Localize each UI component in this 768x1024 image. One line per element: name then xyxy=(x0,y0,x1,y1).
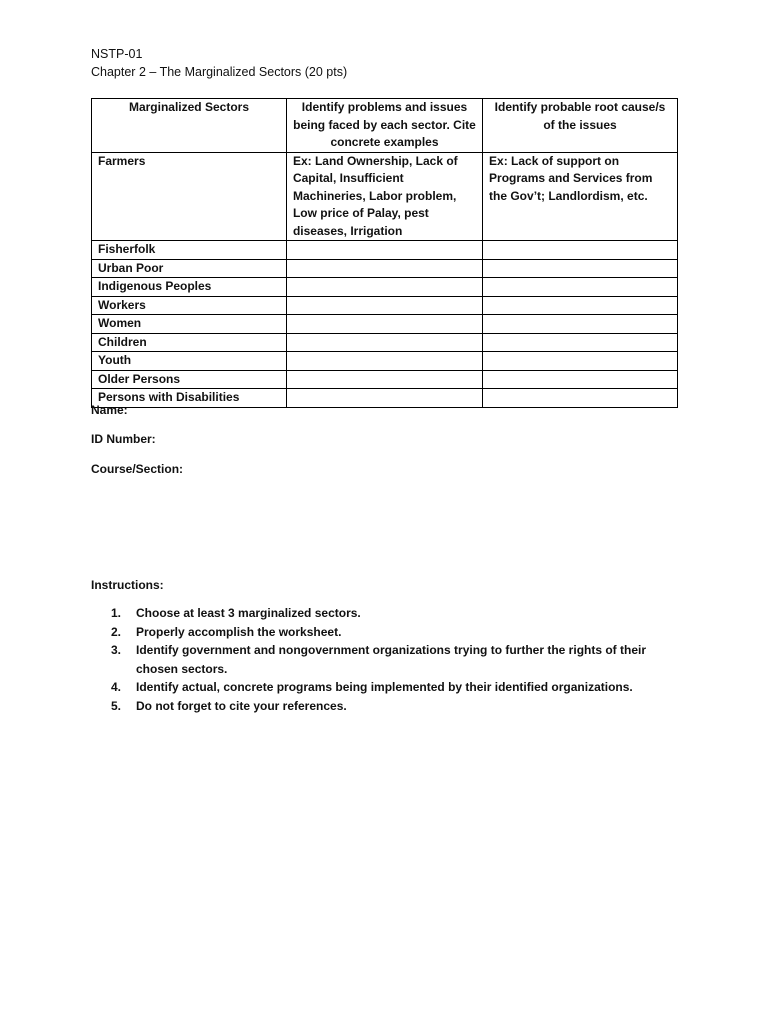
header-root-causes: Identify probable root cause/s of the issues xyxy=(483,99,678,153)
sector-cell: Women xyxy=(92,315,287,334)
problems-cell[interactable] xyxy=(286,259,482,278)
problems-cell[interactable] xyxy=(286,315,482,334)
causes-cell[interactable] xyxy=(483,333,678,352)
list-number: 4. xyxy=(111,680,122,694)
name-label: Name: xyxy=(91,403,128,417)
table-row xyxy=(92,259,678,278)
list-item xyxy=(91,604,671,623)
problems-cell[interactable] xyxy=(286,241,482,260)
sector-cell: Children xyxy=(92,333,287,352)
sector-cell: Urban Poor xyxy=(92,259,287,278)
sector-cell: Indigenous Peoples xyxy=(92,278,287,297)
table-row-farmers xyxy=(92,152,678,241)
table-row xyxy=(92,389,678,408)
table-row xyxy=(92,333,678,352)
list-item xyxy=(91,641,671,678)
instructions-title: Instructions: xyxy=(91,578,164,592)
id-number-label: ID Number: xyxy=(91,432,156,446)
list-text: Do not forget to cite your references. xyxy=(136,698,347,713)
causes-cell[interactable] xyxy=(483,278,678,297)
problems-cell: Ex: Land Ownership, Lack of Capital, Insufficient Machineries, Labor problem, Low price of Palay, pest diseases, Irrigation xyxy=(286,152,482,241)
course-section-label: Course/Section: xyxy=(91,462,184,476)
causes-cell[interactable] xyxy=(483,259,678,278)
table-row xyxy=(92,370,678,389)
causes-cell[interactable] xyxy=(483,370,678,389)
worksheet-table xyxy=(91,98,678,408)
list-number: 5. xyxy=(111,698,122,713)
causes-cell[interactable] xyxy=(483,352,678,371)
problems-cell[interactable] xyxy=(286,352,482,371)
sector-cell: Farmers xyxy=(92,152,287,241)
sector-cell: Fisherfolk xyxy=(92,241,287,260)
course-code: NSTP-01 xyxy=(91,47,143,61)
list-text: Choose at least 3 marginalized sectors. xyxy=(136,606,361,620)
header-problems: Identify problems and issues being faced by each sector. Cite concrete examples xyxy=(286,99,482,153)
list-number: 1. xyxy=(111,606,122,620)
problems-cell[interactable] xyxy=(286,278,482,297)
list-text: Identify actual, concrete programs being implemented by their identified organizations. xyxy=(136,680,633,694)
list-item xyxy=(91,623,671,642)
document-title: Chapter 2 – The Marginalized Sectors (20 pts) xyxy=(91,65,348,79)
list-number: 2. xyxy=(111,624,122,639)
problems-cell[interactable] xyxy=(286,333,482,352)
table-header-row xyxy=(92,99,678,153)
table-row xyxy=(92,315,678,334)
causes-cell: Ex: Lack of support on Programs and Services from the Gov’t; Landlordism, etc. xyxy=(483,152,678,241)
list-item xyxy=(91,697,671,716)
causes-cell[interactable] xyxy=(483,296,678,315)
table-row xyxy=(92,352,678,371)
sector-cell: Older Persons xyxy=(92,370,287,389)
list-item xyxy=(91,678,671,697)
table-row xyxy=(92,296,678,315)
instructions-list xyxy=(91,604,671,715)
sector-cell: Workers xyxy=(92,296,287,315)
problems-cell[interactable] xyxy=(286,370,482,389)
sector-cell: Persons with Disabilities xyxy=(92,389,287,408)
list-text: Identify government and nongovernment organizations trying to further the rights of their chosen sectors. xyxy=(136,643,647,676)
table-row xyxy=(92,278,678,297)
causes-cell[interactable] xyxy=(483,389,678,408)
sector-cell: Youth xyxy=(92,352,287,371)
problems-cell[interactable] xyxy=(286,296,482,315)
table-row xyxy=(92,241,678,260)
header-sectors: Marginalized Sectors xyxy=(92,99,287,153)
causes-cell[interactable] xyxy=(483,315,678,334)
problems-cell[interactable] xyxy=(286,389,482,408)
list-text: Properly accomplish the worksheet. xyxy=(136,624,342,639)
causes-cell[interactable] xyxy=(483,241,678,260)
list-number: 3. xyxy=(111,643,122,657)
